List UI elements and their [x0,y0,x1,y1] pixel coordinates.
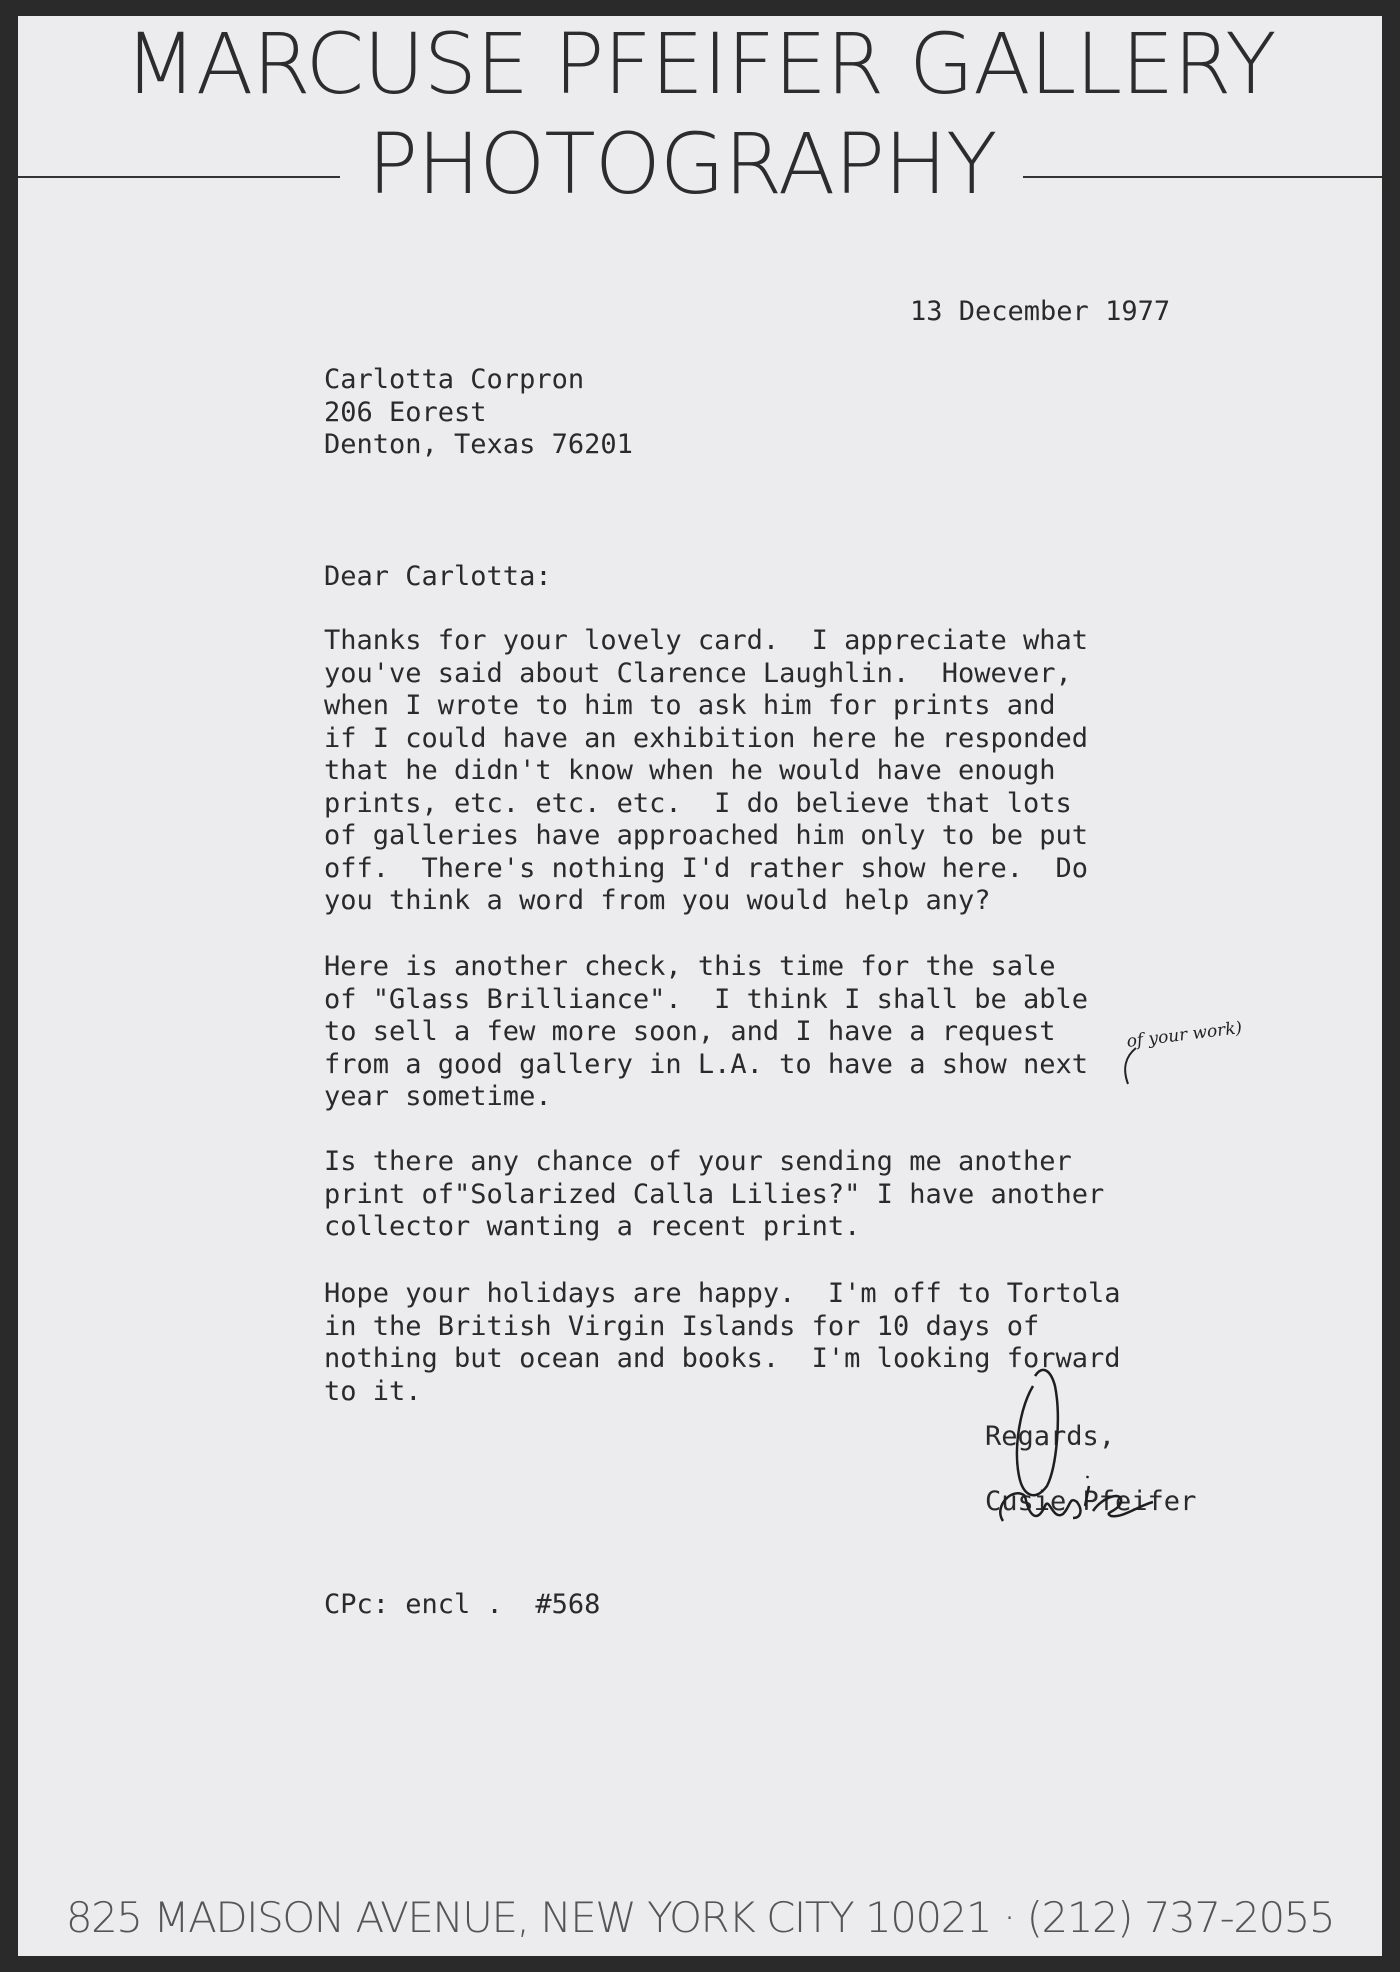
letterhead-subtitle: PHOTOGRAPHY [367,115,997,213]
closing: Regards, [985,1421,1116,1452]
insert-caret-mark [1114,1046,1144,1086]
letterhead-rule-left [18,176,340,178]
letter-page [18,16,1382,1956]
typed-signature-name: Cusie Pfeifer [985,1486,1197,1517]
paragraph-4: Hope your holidays are happy. I'm off to Tortola in the British Virgin Islands for 10 days of nothing but ocean and books. I'm looking forward to it. [324,1278,1121,1407]
letterhead-footer-address: 825 MADISON AVENUE, NEW YORK CITY 10021 · (212) 737-2055 [65,1893,1335,1942]
letter-date: 13 December 1977 [910,296,1171,327]
letterhead-gallery-name: MARCUSE PFEIFER GALLERY [124,15,1276,113]
cc-enclosure-line: CPc: encl . #568 [324,1589,601,1620]
handwritten-signature [963,1346,1213,1556]
letterhead-rule-right [1023,176,1382,178]
paragraph-1: Thanks for your lovely card. I appreciate what you've said about Clarence Laughlin. However, when I wrote to him to ask him for prints and if I could have an exhibition here he responded that he didn't know when he would have enough prints, etc. etc. etc. I do believe that lots of galleries have approached him only to be put off. There's nothing I'd rather show here. Do you think a word from you would help any? [324,625,1089,916]
handwritten-insert: of your work) [1125,1017,1244,1052]
paragraph-3: Is there any chance of your sending me another print of"Solarized Calla Lilies?" I have another collector wanting a recent print. [324,1146,1105,1242]
salutation: Dear Carlotta: [324,561,552,592]
recipient-address: Carlotta Corpron 206 Eorest Denton, Texas 76201 [324,364,633,460]
paragraph-2: Here is another check, this time for the sale of "Glass Brilliance". I think I shall be able to sell a few more soon, and I have a request from a good gallery in L.A. to have a show next year sometime. [324,951,1089,1112]
